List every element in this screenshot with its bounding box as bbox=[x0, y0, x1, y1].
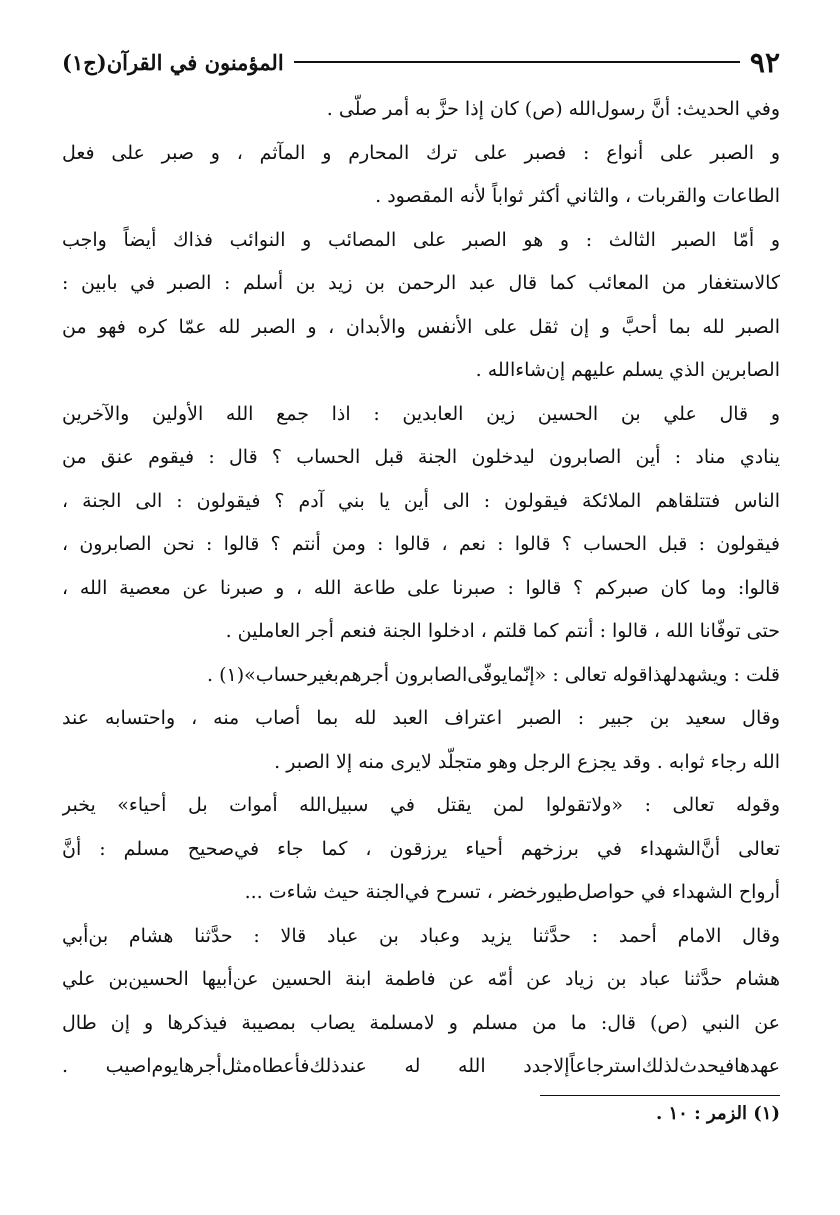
text-line: الطاعات والقربات ، والثاني أكثر ثواباً لأنه المقصود . bbox=[375, 185, 780, 207]
text-line: حتى توفّانا الله ، قالوا : أنتم كما قلتم ، ادخلوا الجنة فنعم أجر العاملين . bbox=[225, 620, 780, 642]
text-line: الناس فتتلقاهم الملائكة فيقولون : الى أين يا بني آدم ؟ فيقولون : الى الجنة ، bbox=[62, 489, 780, 512]
text-line: قالوا: وما كان صبركم ؟ قالوا : صبرنا على طاعة الله ، و صبرنا عن معصية الله ، bbox=[62, 576, 780, 599]
text-line: عن النبي (ص) قال: ما من مسلم و لامسلمة يصاب بمصيبة فيذكرها و إن طال bbox=[62, 1011, 780, 1034]
text-line: وقال سعيد بن جبير : الصبر اعتراف العبد لله بما أصاب منه ، واحتسابه عند bbox=[62, 707, 780, 729]
text-line: الصبر لله بما أحبَّ و إن ثقل على الأنفس والأبدان ، و الصبر لله عمّا كره فهو من bbox=[62, 315, 780, 338]
text-line: عهدهافيحدث‌لذلك‌استرجاعاًإلاجدد الله له عندذلك‌فأعطاه‌مثل‌أجرهايوم‌اصيب . bbox=[62, 1055, 780, 1077]
text-line: الصابرين الذي يسلم عليهم إن‌شاءالله . bbox=[475, 359, 780, 381]
text-line: ينادي مناد : أين الصابرون ليدخلون الجنة قبل الحساب ؟ قال : فيقوم عنق من bbox=[62, 446, 780, 468]
text-line: هشام حدَّثنا عباد بن زياد عن أمّه عن فاطمة ابنة الحسين عن‌أبيها الحسين‌بن علي bbox=[62, 968, 780, 990]
text-line: كالاستغفار من المعائب كما قال عبد الرحمن بن زيد بن أسلم : الصبر في بابين : bbox=[62, 272, 780, 294]
page-body bbox=[62, 88, 780, 1089]
text-line: أرواح الشهداء في حواصل‌طيورخضر ، تسرح في‌الجنة حيث شاءت ... bbox=[244, 881, 780, 903]
text-line: و أمّا الصبر الثالث : و هو الصبر على المصائب و النوائب فذاك أيضاً واجب bbox=[62, 228, 780, 251]
page-header bbox=[62, 36, 780, 88]
running-title: المؤمنون في القرآن(ج١) bbox=[62, 49, 284, 75]
header-rule bbox=[294, 61, 740, 63]
page-number: ٩٢ bbox=[749, 45, 780, 79]
text-line: فيقولون : قبل الحساب ؟ قالوا : نعم ، قالوا : ومن أنتم ؟ قالوا : نحن الصابرون ، bbox=[62, 533, 780, 555]
footnote: (١) الزمر : ١٠ . bbox=[655, 1102, 780, 1124]
text-line: و قال علي بن الحسين زين العابدين : اذا جمع الله الأولين والآخرين bbox=[62, 402, 780, 425]
text-line: وفي الحديث: أنَّ رسول‌الله (ص) كان إذا حزَّ به أمر صلّى . bbox=[326, 98, 780, 120]
text-line: و الصبر على أنواع : فصبر على ترك المحارم و المآثم ، و صبر على فعل bbox=[62, 141, 780, 164]
text-line: الله رجاء ثوابه . وقد يجزع الرجل وهو متجلّد لايرى منه إلا الصبر . bbox=[274, 750, 780, 773]
text-line: وقوله تعالى : «ولاتقولوا لمن يقتل في سبيل‌الله أموات بل أحياء» يخبر bbox=[62, 794, 780, 816]
text-line: وقال الامام أحمد : حدَّثنا يزيد وعباد بن عباد قالا : حدَّثنا هشام بن‌أبي bbox=[62, 924, 780, 947]
text-line: تعالى أنَّ‌الشهداء في برزخهم أحياء يرزقون ، كما جاء في‌صحيح مسلم : أنَّ bbox=[62, 837, 780, 860]
text-line: قلت : ويشهدلهذاقوله تعالى : «إنّمايوفّى‌الصابرون أجرهم‌بغيرحساب»(١) . bbox=[207, 663, 780, 686]
